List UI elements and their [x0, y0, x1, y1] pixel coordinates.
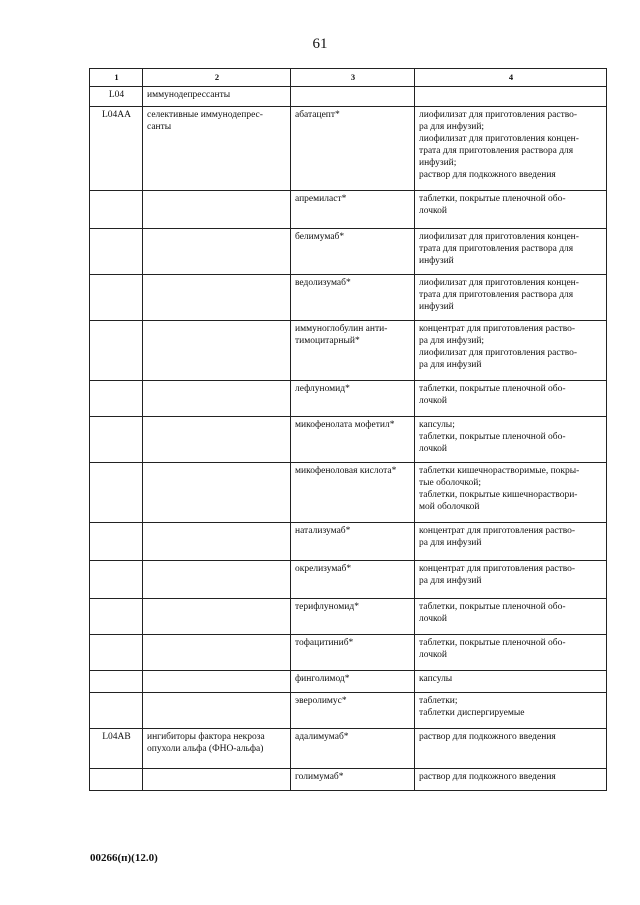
dosage-form-cell: лиофилизат для приготовления концен- трата для приготовления раствора для инфузий: [415, 275, 607, 321]
table-row: [90, 769, 607, 791]
atc-code-cell: [90, 321, 143, 381]
atc-code-cell: [90, 769, 143, 791]
table-row: [90, 107, 607, 191]
dosage-form-cell: таблетки, покрытые пленочной обо- лочкой: [415, 635, 607, 671]
atc-code-cell: [90, 463, 143, 523]
drug-name-cell: терифлуномид*: [291, 599, 415, 635]
atc-code-cell: L04: [90, 87, 143, 107]
atc-code-cell: [90, 693, 143, 729]
dosage-form-cell: таблетки, покрытые пленочной обо- лочкой: [415, 381, 607, 417]
atc-code-cell: [90, 417, 143, 463]
drug-name-cell: лефлуномид*: [291, 381, 415, 417]
drug-name-cell: [291, 87, 415, 107]
dosage-form-cell: концентрат для приготовления раство- ра для инфузий: [415, 561, 607, 599]
table-row: [90, 229, 607, 275]
table-row: [90, 671, 607, 693]
group-cell: [143, 381, 291, 417]
atc-code-cell: [90, 229, 143, 275]
table-row: [90, 599, 607, 635]
table-row: [90, 729, 607, 769]
dosage-form-cell: раствор для подкожного введения: [415, 769, 607, 791]
table-body: [90, 87, 607, 791]
drug-name-cell: микофеноловая кислота*: [291, 463, 415, 523]
group-cell: [143, 229, 291, 275]
column-header: 1: [90, 69, 143, 87]
table-row: [90, 417, 607, 463]
drug-name-cell: голимумаб*: [291, 769, 415, 791]
table-row: [90, 463, 607, 523]
column-header: 2: [143, 69, 291, 87]
group-cell: [143, 463, 291, 523]
table-row: [90, 561, 607, 599]
dosage-form-cell: концентрат для приготовления раство- ра для инфузий: [415, 523, 607, 561]
document-code: 00266(п)(12.0): [90, 852, 158, 864]
atc-code-cell: [90, 561, 143, 599]
drug-name-cell: натализумаб*: [291, 523, 415, 561]
dosage-form-cell: лиофилизат для приготовления концен- трата для приготовления раствора для инфузий: [415, 229, 607, 275]
group-cell: [143, 275, 291, 321]
table-header-row: [90, 69, 607, 87]
drug-table: [89, 68, 607, 791]
atc-code-cell: [90, 671, 143, 693]
group-cell: [143, 417, 291, 463]
drug-name-cell: окрелизумаб*: [291, 561, 415, 599]
group-cell: [143, 599, 291, 635]
table-row: [90, 275, 607, 321]
drug-name-cell: адалимумаб*: [291, 729, 415, 769]
atc-code-cell: [90, 381, 143, 417]
group-cell: ингибиторы фактора некроза опухоли альфа (ФНО-альфа): [143, 729, 291, 769]
group-cell: [143, 693, 291, 729]
drug-name-cell: микофенолата мофетил*: [291, 417, 415, 463]
dosage-form-cell: таблетки, покрытые пленочной обо- лочкой: [415, 599, 607, 635]
dosage-form-cell: концентрат для приготовления раство- ра для инфузий; лиофилизат для приготовления раство- ра для инфузий: [415, 321, 607, 381]
drug-name-cell: апремиласт*: [291, 191, 415, 229]
dosage-form-cell: таблетки кишечнорастворимые, покры- тые оболочкой; таблетки, покрытые кишечнораствори- мой оболочкой: [415, 463, 607, 523]
drug-name-cell: тофацитиниб*: [291, 635, 415, 671]
dosage-form-cell: таблетки, покрытые пленочной обо- лочкой: [415, 191, 607, 229]
table-row: [90, 87, 607, 107]
column-header: 3: [291, 69, 415, 87]
table-row: [90, 381, 607, 417]
atc-code-cell: [90, 523, 143, 561]
group-cell: селективные иммунодепрес- санты: [143, 107, 291, 191]
group-cell: [143, 191, 291, 229]
table-row: [90, 635, 607, 671]
dosage-form-cell: капсулы; таблетки, покрытые пленочной обо- лочкой: [415, 417, 607, 463]
drug-name-cell: ведолизумаб*: [291, 275, 415, 321]
atc-code-cell: L04AB: [90, 729, 143, 769]
table-row: [90, 191, 607, 229]
table-row: [90, 523, 607, 561]
atc-code-cell: [90, 275, 143, 321]
dosage-form-cell: таблетки; таблетки диспергируемые: [415, 693, 607, 729]
drug-name-cell: белимумаб*: [291, 229, 415, 275]
atc-code-cell: [90, 599, 143, 635]
dosage-form-cell: капсулы: [415, 671, 607, 693]
atc-code-cell: [90, 635, 143, 671]
group-cell: иммунодепрессанты: [143, 87, 291, 107]
group-cell: [143, 523, 291, 561]
drug-name-cell: эверолимус*: [291, 693, 415, 729]
atc-code-cell: L04AA: [90, 107, 143, 191]
drug-name-cell: финголимод*: [291, 671, 415, 693]
dosage-form-cell: [415, 87, 607, 107]
dosage-form-cell: раствор для подкожного введения: [415, 729, 607, 769]
group-cell: [143, 769, 291, 791]
table-row: [90, 321, 607, 381]
group-cell: [143, 671, 291, 693]
group-cell: [143, 635, 291, 671]
table-row: [90, 693, 607, 729]
group-cell: [143, 561, 291, 599]
atc-code-cell: [90, 191, 143, 229]
page-number: 61: [312, 36, 328, 52]
dosage-form-cell: лиофилизат для приготовления раство- ра для инфузий; лиофилизат для приготовления концен- трата для приготовления раствора для инфузий; раствор для подкожного введения: [415, 107, 607, 191]
drug-name-cell: иммуноглобулин анти- тимоцитарный*: [291, 321, 415, 381]
group-cell: [143, 321, 291, 381]
drug-name-cell: абатацепт*: [291, 107, 415, 191]
column-header: 4: [415, 69, 607, 87]
